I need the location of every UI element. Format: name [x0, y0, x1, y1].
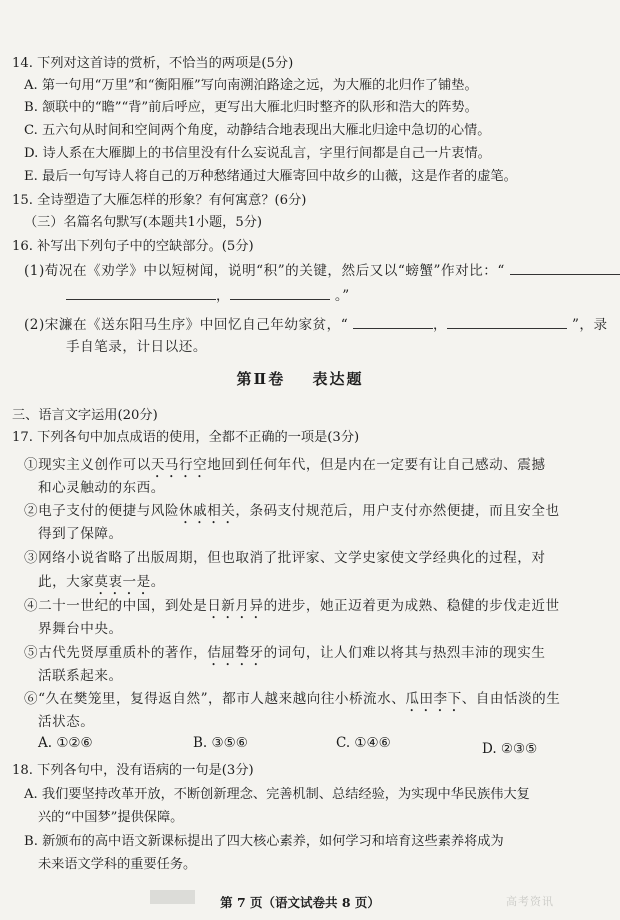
q16-part1-text: (1)荀况在《劝学》中以短树闻，说明“积”的关键，然后又以“螃蟹”作对比：“ [24, 263, 505, 279]
q14-option-e: E. 最后一句写诗人将自己的万种愁绪通过大雁寄回中故乡的山薇，这是作者的虚笔。 [24, 169, 517, 184]
q17-stem: 17. 下列各句中加点成语的使用，全都不正确的一项是(3分) [12, 430, 360, 445]
q17-s4-post: 的进步，她正迈着更为成熟、稳健的步伐走近世 [263, 598, 560, 614]
q17-s2-pre: ②电子支付的便捷与风险 [24, 503, 180, 519]
q17-answer-options [38, 735, 588, 755]
q17-sentence-1-line1 [24, 455, 584, 475]
q17-sentence-4-line1 [24, 596, 584, 616]
part-2-name: 表达题 [312, 370, 364, 388]
q17-sentence-5-line1 [24, 643, 584, 663]
q17-s2-idiom: 休戚相关 [179, 503, 236, 519]
q17-s2-post: ，条码支付规范后，用户支付亦然便捷，而且安全也 [235, 503, 560, 519]
q14-option-a: A. 第一句用“万里”和“衡阳雁”写向南溯泊路途之远，为大雁的北归作了铺垫。 [24, 78, 478, 93]
q17-sentence-2-line2: 得到了保障。 [38, 526, 123, 542]
q16-part1-line2: ， 。” [66, 286, 586, 306]
q17-sentence-3-line1: ③网络小说省略了出版周期，但也取消了批评家、文学史家使文学经典化的过程，对 [24, 550, 546, 566]
q18-option-b-line1: B. 新颁布的高中语文新课标提出了四大核心素养，如何学习和培育这些素养将成为 [24, 834, 504, 849]
q17-s4-idiom: 日新月异 [207, 598, 264, 614]
q14-stem: 14. 下列对这首诗的赏析，不恰当的两项是(5分) [12, 56, 294, 71]
q17-option-b[interactable]: B. ③⑤⑥ [193, 735, 248, 751]
q17-s1-post: 地回到任何年代，但是内在一定要有让自己感动、震撼 [207, 457, 546, 473]
q16-answer-blank-3[interactable] [230, 286, 330, 300]
q18-option-b-line2: 未来语文学科的重要任务。 [38, 857, 197, 872]
q18-option-a-line2: 兴的“中国梦”提供保障。 [38, 810, 184, 825]
q17-s5-pre: ⑤古代先贤厚重质朴的著作， [24, 645, 208, 661]
q18-option-a-line1: A. 我们要坚持改革开放，不断创新理念、完善机制、总结经验，为实现中华民族伟大复 [24, 787, 530, 802]
section-language-title: 三、语言文字运用(20分) [12, 408, 158, 423]
part-2-title [0, 368, 600, 389]
q17-s1-pre: ①现实主义创作可以 [24, 457, 151, 473]
section-famous-quotes-title: （三）名篇名句默写(本题共1小题，5分) [24, 215, 263, 230]
q17-s6-idiom: 瓜田李下 [405, 691, 462, 707]
q16-answer-blank-2[interactable] [66, 286, 216, 300]
q17-option-d[interactable]: D. ②③⑤ [482, 741, 538, 757]
q17-option-c[interactable]: C. ①④⑥ [336, 735, 391, 751]
q17-s1-idiom: 天马行空 [150, 457, 208, 473]
q14-option-d: D. 诗人系在大雁脚上的书信里没有什么妄说乱言，字里行间都是自己一片衷情。 [24, 146, 491, 161]
q17-s3-idiom: 莫衷一是 [94, 574, 151, 590]
q16-part2-line2: 手自笔录，计日以还。 [66, 339, 207, 355]
q18-stem: 18. 下列各句中，没有语病的一句是(3分) [12, 763, 254, 778]
page-footer: 第 7 页（语文试卷共 8 页） [220, 895, 380, 910]
q17-s3-post: 。 [150, 574, 165, 590]
q16-part1-line1 [24, 261, 584, 281]
q15-stem: 15. 全诗塑造了大雁怎样的形象？有何寓意？(6分) [12, 193, 307, 208]
q16-part2-text-a: (2)宋濂在《送东阳马生序》中回忆自己年幼家贫，“ [24, 317, 349, 333]
q14-option-b: B. 颔联中的“瞻”“背”前后呼应，更写出大雁北归时整齐的队形和浩大的阵势。 [24, 100, 478, 115]
q17-sentence-4-line2: 界舞台中央。 [38, 621, 123, 637]
q17-sentence-5-line2: 活联系起来。 [38, 668, 123, 684]
q17-sentence-6-line1 [24, 689, 584, 709]
q17-sentence-1-line2: 和心灵触动的东西。 [38, 480, 165, 496]
q16-answer-blank-4[interactable] [353, 315, 433, 329]
q17-sentence-6-line2: 活状态。 [38, 714, 95, 730]
q17-s6-pre: ⑥“久在樊笼里，复得返自然”，都市人越来越向往小桥流水、 [24, 691, 406, 707]
q16-part2-text-b: ”，录 [571, 317, 608, 333]
q16-answer-blank-1[interactable] [510, 261, 620, 275]
q17-sentence-3-line2 [38, 572, 586, 592]
part-2-label: 第Ⅱ卷 [236, 370, 286, 388]
q17-s5-idiom: 佶屈聱牙 [207, 645, 264, 661]
q14-option-c: C. 五六句从时间和空间两个角度，动静结合地表现出大雁北归途中急切的心情。 [24, 123, 491, 138]
q16-part1-end: 。” [334, 288, 350, 304]
q16-part2-line1: (2)宋濂在《送东阳马生序》中回忆自己年幼家贫，“ ， ”，录 [24, 317, 608, 333]
q16-stem: 16. 补写出下列句子中的空缺部分。(5分) [12, 239, 254, 254]
q16-answer-blank-5[interactable] [447, 315, 567, 329]
q17-s6-post: 、自由恬淡的生 [461, 691, 561, 707]
q17-option-a[interactable]: A. ①②⑥ [38, 735, 93, 751]
q17-s4-pre: ④二十一世纪的中国，到处是 [24, 598, 208, 614]
watermark: 高考资讯 [506, 895, 554, 908]
q17-s5-post: 的词句，让人们难以将其与热烈丰沛的现实生 [263, 645, 546, 661]
q17-s3-pre: 此，大家 [38, 574, 95, 590]
q17-sentence-2-line1 [24, 501, 584, 521]
